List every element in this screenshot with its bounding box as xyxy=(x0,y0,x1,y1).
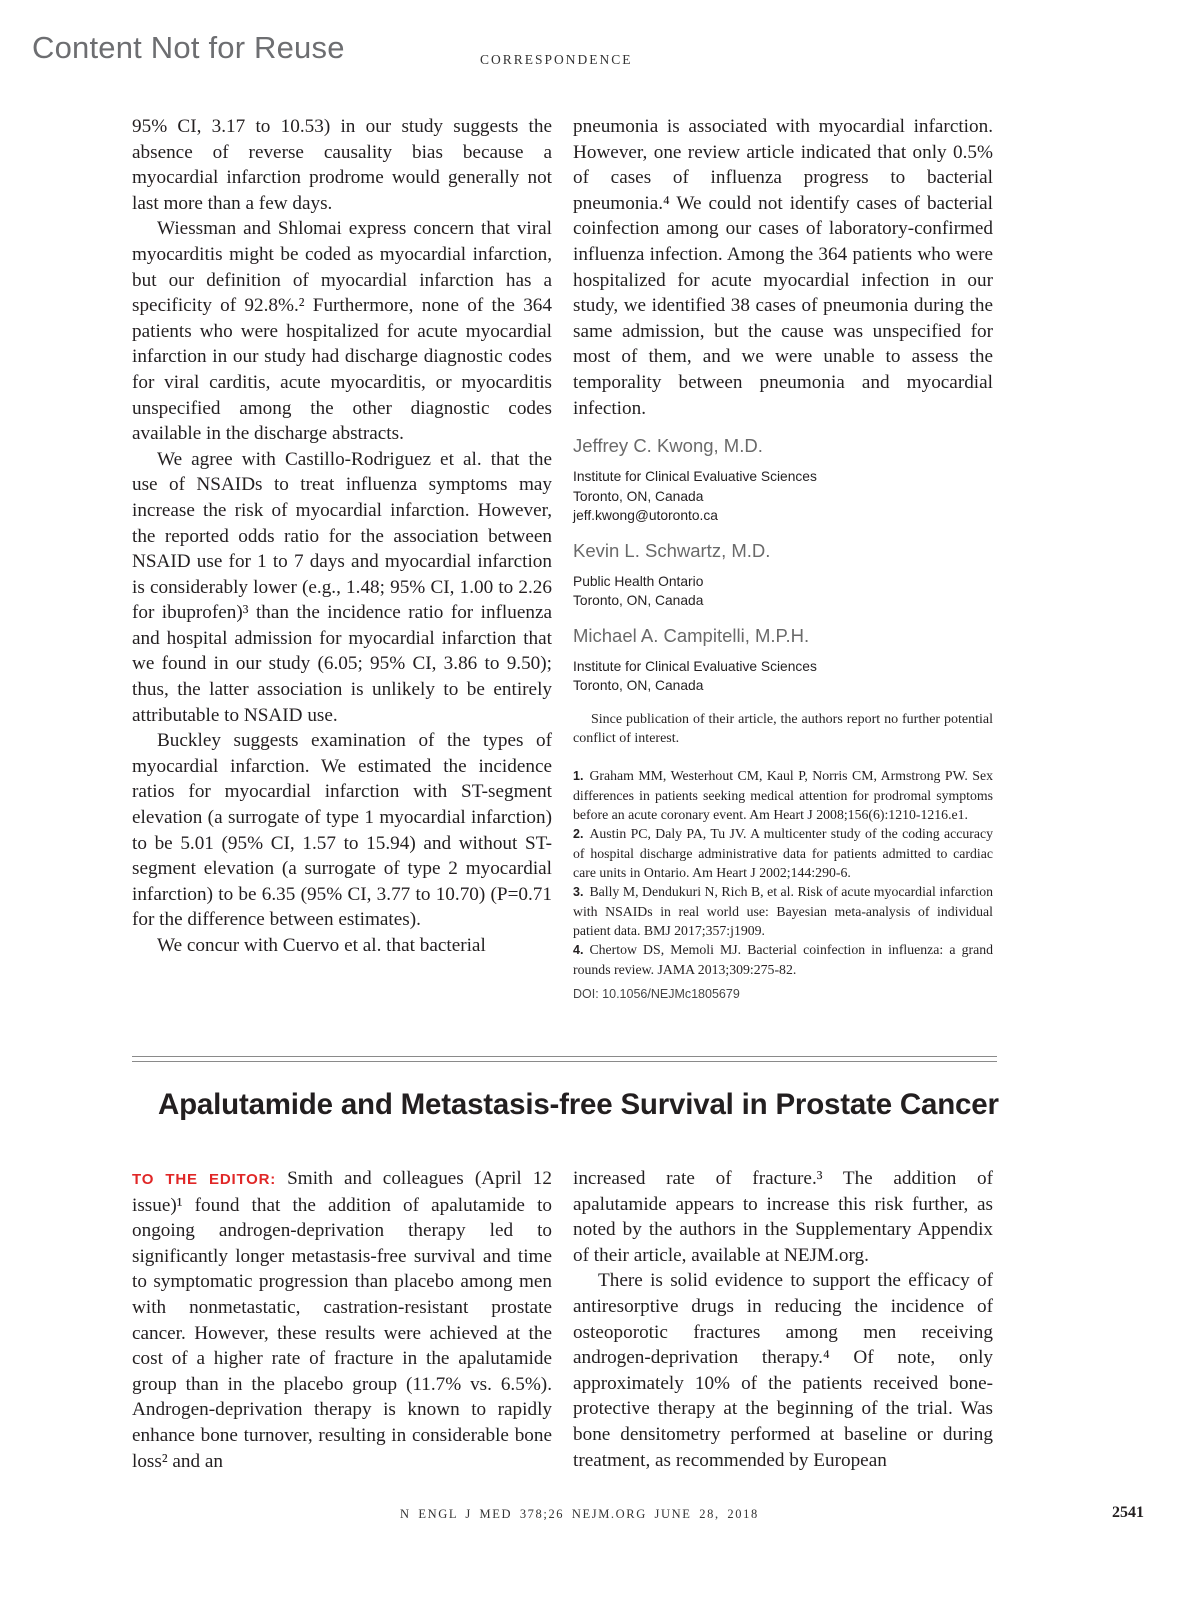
watermark: Content Not for Reuse xyxy=(32,30,345,65)
article-right-column xyxy=(573,1166,993,1473)
affiliation-line: Public Health Ontario xyxy=(573,573,704,589)
affiliation-line: Toronto, ON, Canada xyxy=(573,593,704,609)
to-the-editor-label: TO THE EDITOR: xyxy=(132,1171,277,1188)
reply-paragraph: Buckley suggests examination of the types of myocardial infarction. We estimated the incidence ratios for myocardial infarction with ST-segment elevation (a surrogate of type 1 myocardial infarction) to be 5.01 (95% CI, 1.57 to 15.94) and without ST-segment elevation (a surrogate of type 2 myocardial infarction) to be 6.35 (95% CI, 3.77 to 10.70) (P=0.71 for the difference between estimates). xyxy=(132,730,552,931)
affiliation-line: Institute for Clinical Evaluative Sciences xyxy=(573,658,817,674)
author-affiliation xyxy=(573,467,993,526)
reply-paragraph: We agree with Castillo-Rodriguez et al. that the use of NSAIDs to treat influenza symptoms may increase the risk of myocardial infarction. However, the reported odds ratio for the association between NSAID use for 1 to 7 days and myocardial infarction is considerably lower (e.g., 1.48; 95% CI, 1.00 to 2.26 for ibuprofen)³ than the incidence ratio for influenza and hospital admission for myocardial infarction that we found in our study (6.05; 95% CI, 3.86 to 9.50); thus, the latter association is unlikely to be entirely attributable to NSAID use. xyxy=(132,448,552,726)
article-left-column xyxy=(132,1166,552,1474)
author-email: jeff.kwong@utoronto.ca xyxy=(573,508,718,524)
author-name: Michael A. Campitelli, M.P.H. xyxy=(573,624,810,646)
reference-number: 4. xyxy=(573,942,584,957)
article-paragraph xyxy=(132,1166,552,1474)
running-head: CORRESPONDENCE xyxy=(480,52,633,67)
reference-list xyxy=(573,766,993,979)
reference-item xyxy=(573,824,993,882)
disclosure-statement: Since publication of their article, the authors report no further potential conflict of interest. xyxy=(573,711,993,746)
affiliation-line: Institute for Clinical Evaluative Sciences xyxy=(573,469,817,485)
reference-item xyxy=(573,882,993,940)
reply-left-column xyxy=(132,114,552,959)
author-block xyxy=(573,540,993,611)
author-affiliation xyxy=(573,657,993,696)
author-affiliation xyxy=(573,572,993,611)
doi: DOI: 10.1056/NEJMc1805679 xyxy=(573,986,740,1001)
reference-number: 2. xyxy=(573,826,584,841)
author-name: Kevin L. Schwartz, M.D. xyxy=(573,539,771,561)
author-name: Jeffrey C. Kwong, M.D. xyxy=(573,435,763,457)
page-number: 2541 xyxy=(1112,1504,1144,1521)
author-block xyxy=(573,435,993,526)
reference-text: Chertow DS, Memoli MJ. Bacterial coinfection in influenza: a grand rounds review. JAMA 2013;309:275-82. xyxy=(573,941,993,977)
reference-text: Austin PC, Daly PA, Tu JV. A multicenter study of the coding accuracy of hospital discharge administrative data for patients admitted to cardiac care units in Ontario. Am Heart J 2002;144:290-6. xyxy=(573,825,993,880)
article-paragraph: increased rate of fracture.³ The addition of apalutamide appears to increase this risk further, as noted by the authors in the Supplementary Appendix of their article, available at NEJM.org. xyxy=(573,1168,993,1266)
reply-paragraph: We concur with Cuervo et al. that bacterial xyxy=(157,935,486,956)
author-block xyxy=(573,625,993,696)
section-divider xyxy=(132,1056,997,1062)
affiliation-line: Toronto, ON, Canada xyxy=(573,678,704,694)
reference-number: 1. xyxy=(573,768,584,783)
journal-footer: N ENGL J MED 378;26 NEJM.ORG JUNE 28, 2018 xyxy=(400,1507,759,1521)
article-paragraph: There is solid evidence to support the efficacy of antiresorptive drugs in reducing the incidence of osteoporotic fractures among men receiving androgen-deprivation therapy.⁴ Of note, only approximately 10% of the patients received bone-protective therapy at the beginning of the trial. Was bone densitometry performed at baseline or during treatment, as recommended by European xyxy=(573,1270,993,1471)
reference-text: Graham MM, Westerhout CM, Kaul P, Norris CM, Armstrong PW. Sex differences in patients seeking medical attention for prodromal symptoms before an acute coronary event. Am Heart J 2008;156(6):1210-1216.e1. xyxy=(573,767,993,822)
reference-text: Bally M, Dendukuri N, Rich B, et al. Risk of acute myocardial infarction with NSAIDs in real world use: Bayesian meta-analysis of individual patient data. BMJ 2017;357:j1909. xyxy=(573,883,993,938)
article-text: Smith and colleagues (April 12 issue)¹ found that the addition of apalutamide to ongoing androgen-deprivation therapy led to significantly longer metastasis-free survival and time to symptomatic progression than placebo among men with nonmetastatic, castration-resistant prostate cancer. However, these results were achieved at the cost of a higher rate of fracture in the apalutamide group than in the placebo group (11.7% vs. 6.5%). Androgen-deprivation therapy is known to rapidly enhance bone turnover, resulting in considerable bone loss² and an xyxy=(132,1168,552,1472)
reply-paragraph: Wiessman and Shlomai express concern that viral myocarditis might be coded as myocardial infarction, but our definition of myocardial infarction has a specificity of 92.8%.² Furthermore, none of the 364 patients who were hospitalized for acute myocardial infarction in our study had discharge diagnostic codes for viral carditis, acute myocarditis, or myocarditis unspecified among the other diagnostic codes available in the discharge abstracts. xyxy=(132,218,552,445)
affiliation-line: Toronto, ON, Canada xyxy=(573,488,704,504)
reply-paragraph: pneumonia is associated with myocardial infarction. However, one review article indicated that only 0.5% of cases of influenza progress to bacterial pneumonia.⁴ We could not identify cases of bacterial coinfection among our cases of laboratory-confirmed influenza infection. Among the 364 patients who were hospitalized for acute myocardial infection in our study, we identified 38 cases of pneumonia during the same admission, but the cause was unspecified for most of them, and we were unable to assess the temporality between pneumonia and myocardial infection. xyxy=(573,116,993,419)
reply-right-column xyxy=(573,114,993,1001)
reference-number: 3. xyxy=(573,884,584,899)
article-title: Apalutamide and Metastasis-free Survival in Prostate Cancer xyxy=(158,1088,999,1121)
reference-item xyxy=(573,766,993,824)
reference-item xyxy=(573,940,993,979)
reply-paragraph: 95% CI, 3.17 to 10.53) in our study suggests the absence of reverse causality bias because a myocardial infarction prodrome would generally not last more than a few days. xyxy=(132,116,552,214)
